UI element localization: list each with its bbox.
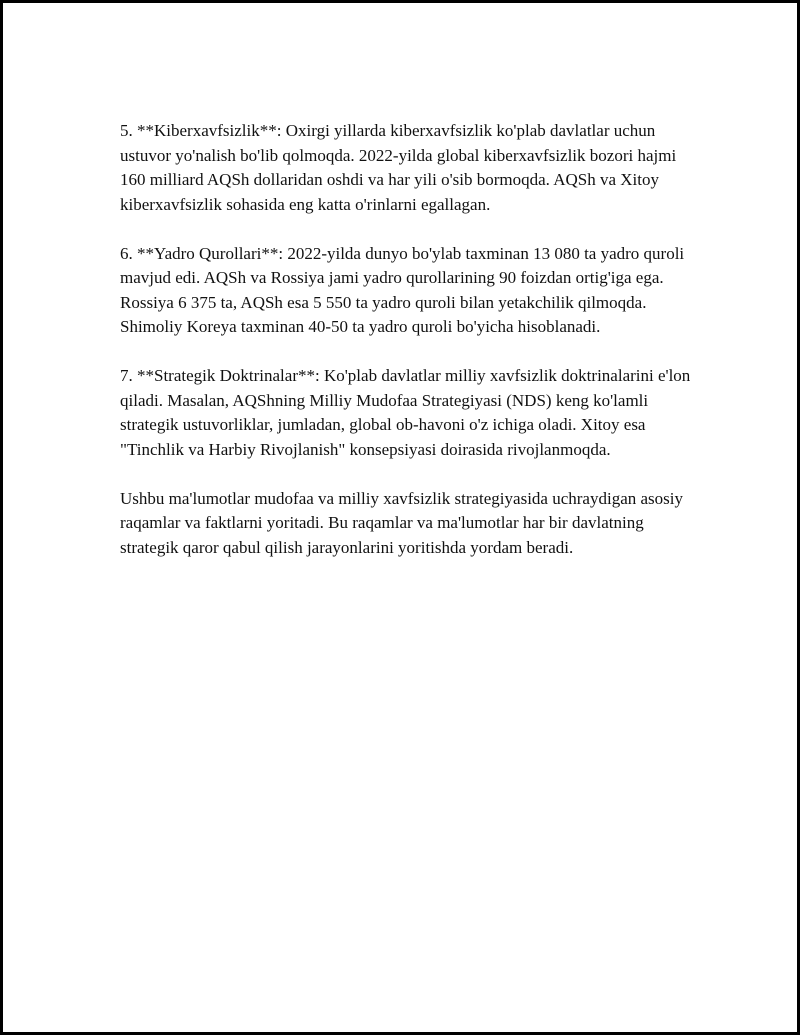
paragraph-nuclear-weapons: 6. **Yadro Qurollari**: 2022-yilda dunyo bo'ylab taxminan 13 080 ta yadro quroli mavjud edi. AQSh va Rossiya jami yadro qurollarining 90 foizdan ortig'iga ega. Rossiya 6 375 ta, AQSh esa 5 550 ta yadro quroli bilan yetakchilik qilmoqda. Shimoliy Koreya taxminan 40-50 ta yadro quroli bo'yicha hisoblanadi.: [120, 243, 685, 336]
paragraph-conclusion: Ushbu ma'lumotlar mudofaa va milliy xavfsizlik strategiyasida uchraydigan asosiy raqamlar va faktlarni yoritadi. Bu raqamlar va ma'lumotlar har bir davlatning strategik qaror qabul qilish jarayonlarini yoritishda yordam beradi.: [120, 488, 683, 557]
document-body: [120, 119, 700, 585]
paragraph-strategic-doctrines: 7. **Strategik Doktrinalar**: Ko'plab davlatlar milliy xavfsizlik doktrinalarini e'lon qiladi. Masalan, AQShning Milliy Mudofaa Strategiyasi (NDS) keng ko'lamli strategik ustuvorliklar, jumladan, global ob-havoni o'z ichiga oladi. Xitoy esa "Tinchlik va Harbiy Rivojlanish" konsepsiyasi doirasida rivojlanmoqda.: [120, 366, 691, 459]
paragraph-cybersecurity: 5. **Kiberxavfsizlik**: Oxirgi yillarda kiberxavfsizlik ko'plab davlatlar uchun ustuvor yo'nalish bo'lib qolmoqda. 2022-yilda global kiberxavfsizlik bozori hajmi 160 milliard AQSh dollaridan oshdi va har yili o'sib bormoqda. AQSh va Xitoy kiberxavfsizlik sohasida eng katta o'rinlarni egallagan.: [120, 121, 677, 214]
